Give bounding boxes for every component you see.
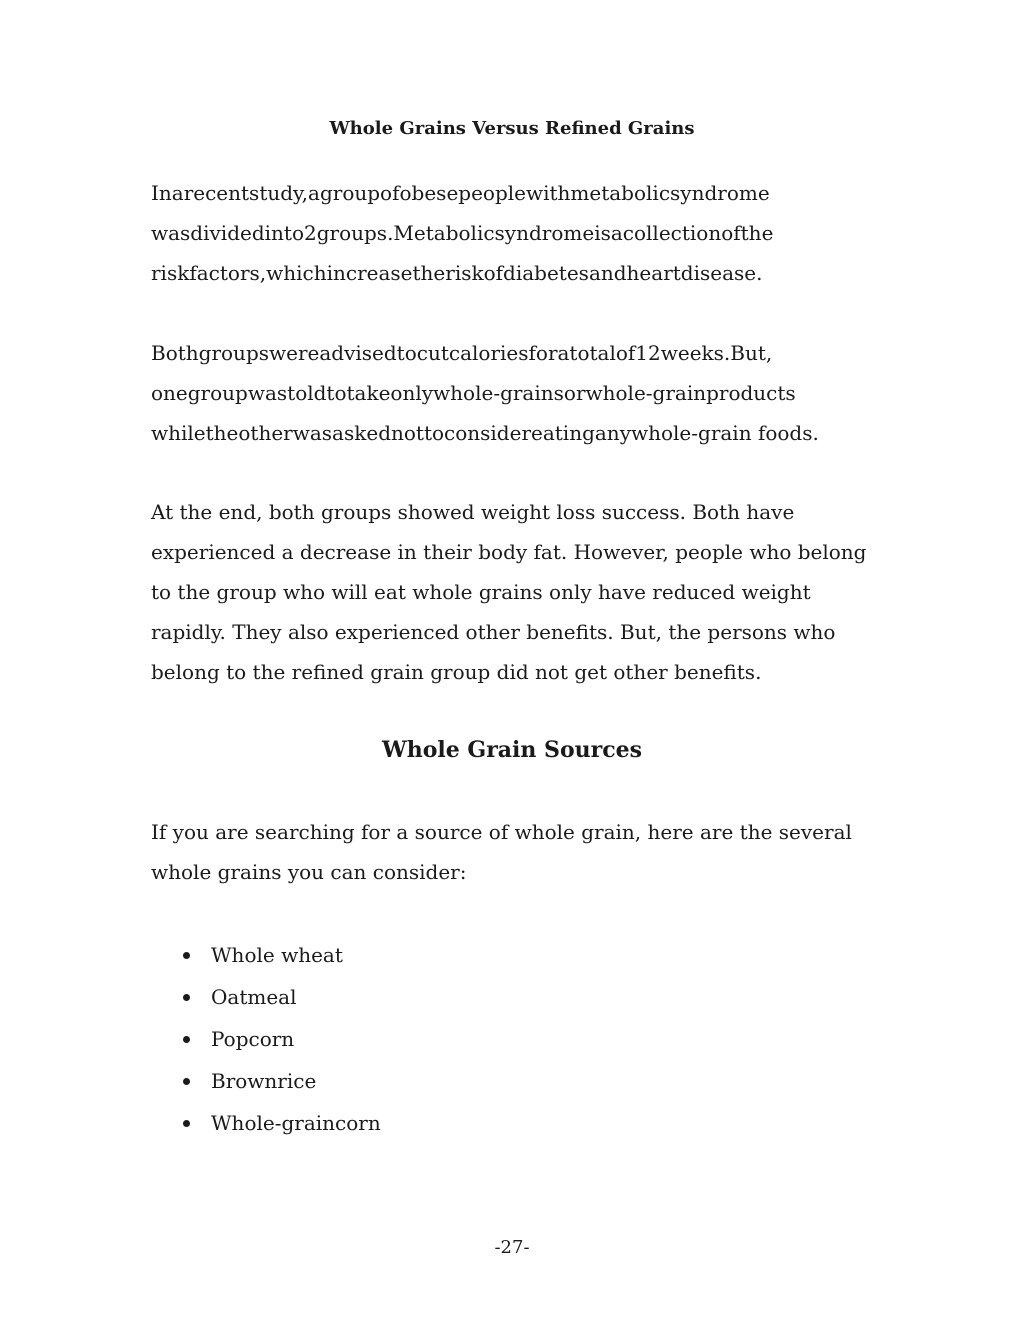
section-title-whole-grain-sources: Whole Grain Sources (382, 737, 642, 763)
list-item-label: Oatmeal (211, 985, 297, 1009)
text-line: wasdividedinto2groups.Metabolicsyndromeisacollectionofthe (151, 221, 774, 245)
list-item (183, 934, 381, 976)
paragraph-sources-intro (151, 812, 881, 892)
text-line: belong to the refined grain group did not get other benefits. (151, 660, 762, 684)
list-item-label: Brownrice (211, 1069, 317, 1093)
text-line: riskfactors,whichincreasetheriskofdiabetesandheartdisease. (151, 261, 763, 285)
bullet-icon (183, 1120, 190, 1127)
list-item (183, 1102, 381, 1144)
page-number: -27- (494, 1237, 530, 1258)
section-title-whole-vs-refined: Whole Grains Versus Refined Grains (329, 118, 695, 139)
text-line: to the group who will eat whole grains only have reduced weight (151, 580, 811, 604)
paragraph-study-intro (151, 173, 881, 293)
paragraph-study-results (151, 492, 881, 692)
text-line: At the end, both groups showed weight loss success. Both have (151, 500, 795, 524)
text-line: onegroupwastoldtotakeonlywhole-grainsorwhole-grainproducts (151, 381, 796, 405)
paragraph-study-groups (151, 333, 881, 453)
bullet-icon (183, 1036, 190, 1043)
text-line: Inarecentstudy,agroupofobesepeoplewithmetabolicsyndrome (151, 181, 770, 205)
list-item-label: Whole wheat (211, 943, 343, 967)
text-line: Bothgroupswereadvisedtocutcaloriesforatotalof12weeks.But, (151, 341, 773, 365)
list-item-label: Whole-graincorn (211, 1111, 381, 1135)
bullet-icon (183, 952, 190, 959)
list-item (183, 1060, 381, 1102)
list-item (183, 1018, 381, 1060)
list-item-label: Popcorn (211, 1027, 295, 1051)
text-line: experienced a decrease in their body fat. However, people who belong (151, 540, 867, 564)
text-line: rapidly. They also experienced other benefits. But, the persons who (151, 620, 836, 644)
text-line: whole grains you can consider: (151, 860, 467, 884)
bullet-icon (183, 1078, 190, 1085)
bullet-icon (183, 994, 190, 1001)
whole-grain-list (183, 934, 381, 1144)
list-item (183, 976, 381, 1018)
text-line: whiletheotherwasaskednottoconsidereatinganywhole-grain foods. (151, 421, 819, 445)
text-line: If you are searching for a source of whole grain, here are the several (151, 820, 852, 844)
